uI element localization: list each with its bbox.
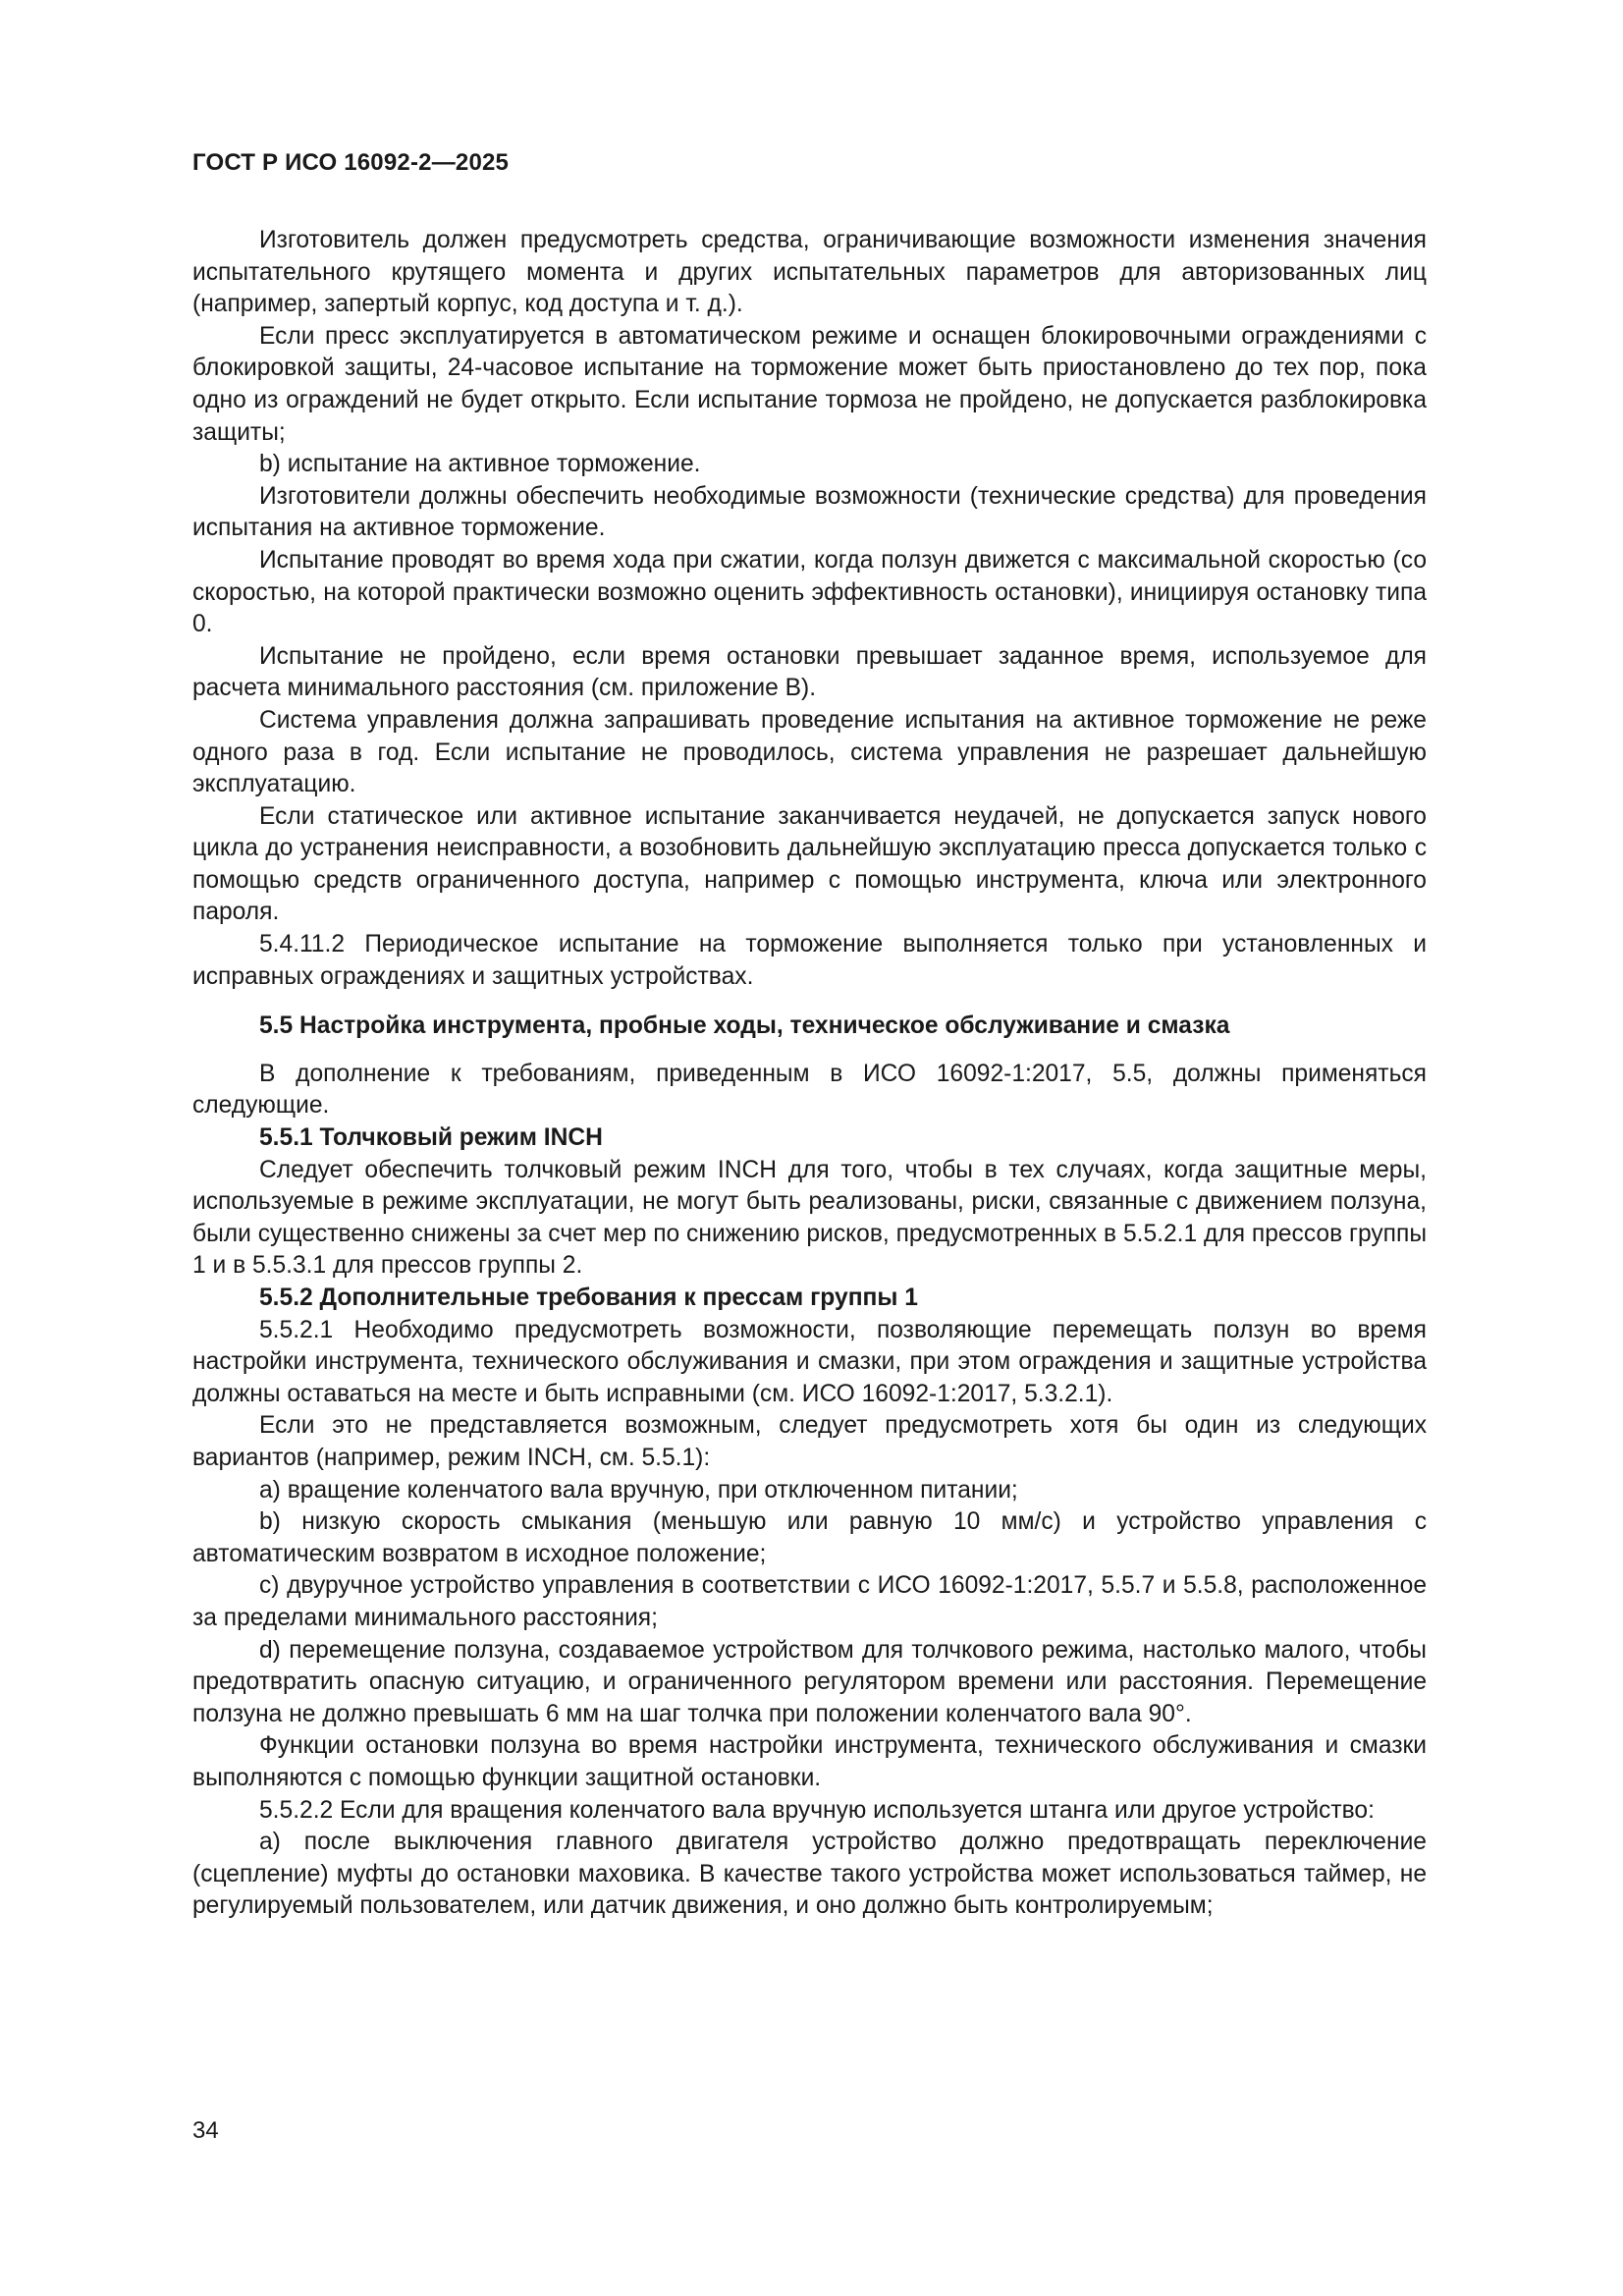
page-number: 34	[192, 2117, 219, 2144]
clause-paragraph: 5.4.11.2 Периодическое испытание на торможение выполняется только при установленных и исправных ограждениях и защитных устройствах.	[192, 931, 1427, 990]
list-item: c) двуручное устройство управления в соответствии с ИСО 16092-1:2017, 5.5.7 и 5.5.8, расположенное за пределами минимального расстояния;	[192, 1572, 1427, 1631]
paragraph: В дополнение к требованиям, приведенным в ИСО 16092-1:2017, 5.5, должны применяться следующие.	[192, 1060, 1427, 1120]
list-item: a) вращение коленчатого вала вручную, при отключенном питании;	[259, 1476, 1018, 1503]
list-item: d) перемещение ползуна, создаваемое устройством для толчкового режима, настолько малого, чтобы предотвратить опасную ситуацию, и ограниченного регулятором времени или расстояния. Перемещение ползуна не должно превышать 6 мм на шаг толчка при положении коленчатого вала 90°.	[192, 1636, 1427, 1727]
subsection-heading: 5.5.2 Дополнительные требования к прессам группы 1	[259, 1285, 918, 1311]
paragraph: Испытание не пройдено, если время остановки превышает заданное время, используемое для расчета минимального расстояния (см. приложение B).	[192, 642, 1427, 702]
paragraph: Изготовитель должен предусмотреть средства, ограничивающие возможности изменения значения испытательного крутящего момента и других испытательных параметров для авторизованных лиц (например, запертый корпус, код доступа и т. д.).	[192, 227, 1427, 318]
list-item: b) испытание на активное торможение.	[259, 451, 701, 478]
list-item: a) после выключения главного двигателя устройство должно предотвращать переключение (сцепление) муфты до остановки маховика. В качестве такого устройства может использоваться таймер, не регулируемый пользователем, или датчик движения, и оно должно быть контролируемым;	[192, 1829, 1427, 1920]
clause-paragraph: 5.5.2.2 Если для вращения коленчатого вала вручную используется штанга или другое устройство:	[259, 1796, 1375, 1824]
subsection-heading: 5.5.1 Толчковый режим INCH	[259, 1124, 603, 1152]
paragraph: Если пресс эксплуатируется в автоматическом режиме и оснащен блокировочными ограждениями с блокировкой защиты, 24-часовое испытание на торможение может быть приостановлено до тех пор, пока одно из ограждений не будет открыто. Если испытание тормоза не пройдено, не допускается разблокировка защиты;	[192, 322, 1427, 446]
document-header: ГОСТ Р ИСО 16092-2—2025	[192, 149, 510, 176]
paragraph: Система управления должна запрашивать проведение испытания на активное торможение не реже одного раза в год. Если испытание не проводилось, система управления не разрешает дальнейшую эксплуатацию.	[192, 706, 1427, 798]
paragraph: Если это не представляется возможным, следует предусмотреть хотя бы один из следующих вариантов (например, режим INCH, см. 5.5.1):	[192, 1412, 1427, 1471]
list-item: b) низкую скорость смыкания (меньшую или равную 10 мм/с) и устройство управления с автоматическим возвратом в исходное положение;	[192, 1508, 1427, 1567]
paragraph: Следует обеспечить толчковый режим INCH для того, чтобы в тех случаях, когда защитные меры, используемые в режиме эксплуатации, не могут быть реализованы, риски, связанные с движением ползуна, были существенно снижены за счет мер по снижению рисков, предусмотренных в 5.5.2.1 для прессов группы 1 и в 5.5.3.1 для прессов группы 2.	[192, 1156, 1427, 1280]
section-heading: 5.5 Настройка инструмента, пробные ходы, техническое обслуживание и смазка	[259, 1012, 1230, 1040]
document-body	[192, 225, 1427, 1923]
paragraph: Испытание проводят во время хода при сжатии, когда ползун движется с максимальной скоростью (со скоростью, на которой практически возможно оценить эффективность остановки), инициируя остановку типа 0.	[192, 546, 1427, 638]
paragraph: Если статическое или активное испытание заканчивается неудачей, не допускается запуск нового цикла до устранения неисправности, а возобновить дальнейшую эксплуатацию пресса допускается только с помощью средств ограниченного доступа, например с помощью инструмента, ключа или электронного пароля.	[192, 802, 1427, 926]
clause-paragraph: 5.5.2.1 Необходимо предусмотреть возможности, позволяющие перемещать ползун во время настройки инструмента, технического обслуживания и смазки, при этом ограждения и защитные устройства должны оставаться на месте и быть исправными (см. ИСО 16092-1:2017, 5.3.2.1).	[192, 1316, 1427, 1407]
paragraph: Функции остановки ползуна во время настройки инструмента, технического обслуживания и смазки выполняются с помощью функции защитной остановки.	[192, 1732, 1427, 1791]
paragraph: Изготовители должны обеспечить необходимые возможности (технические средства) для проведения испытания на активное торможение.	[192, 482, 1427, 542]
